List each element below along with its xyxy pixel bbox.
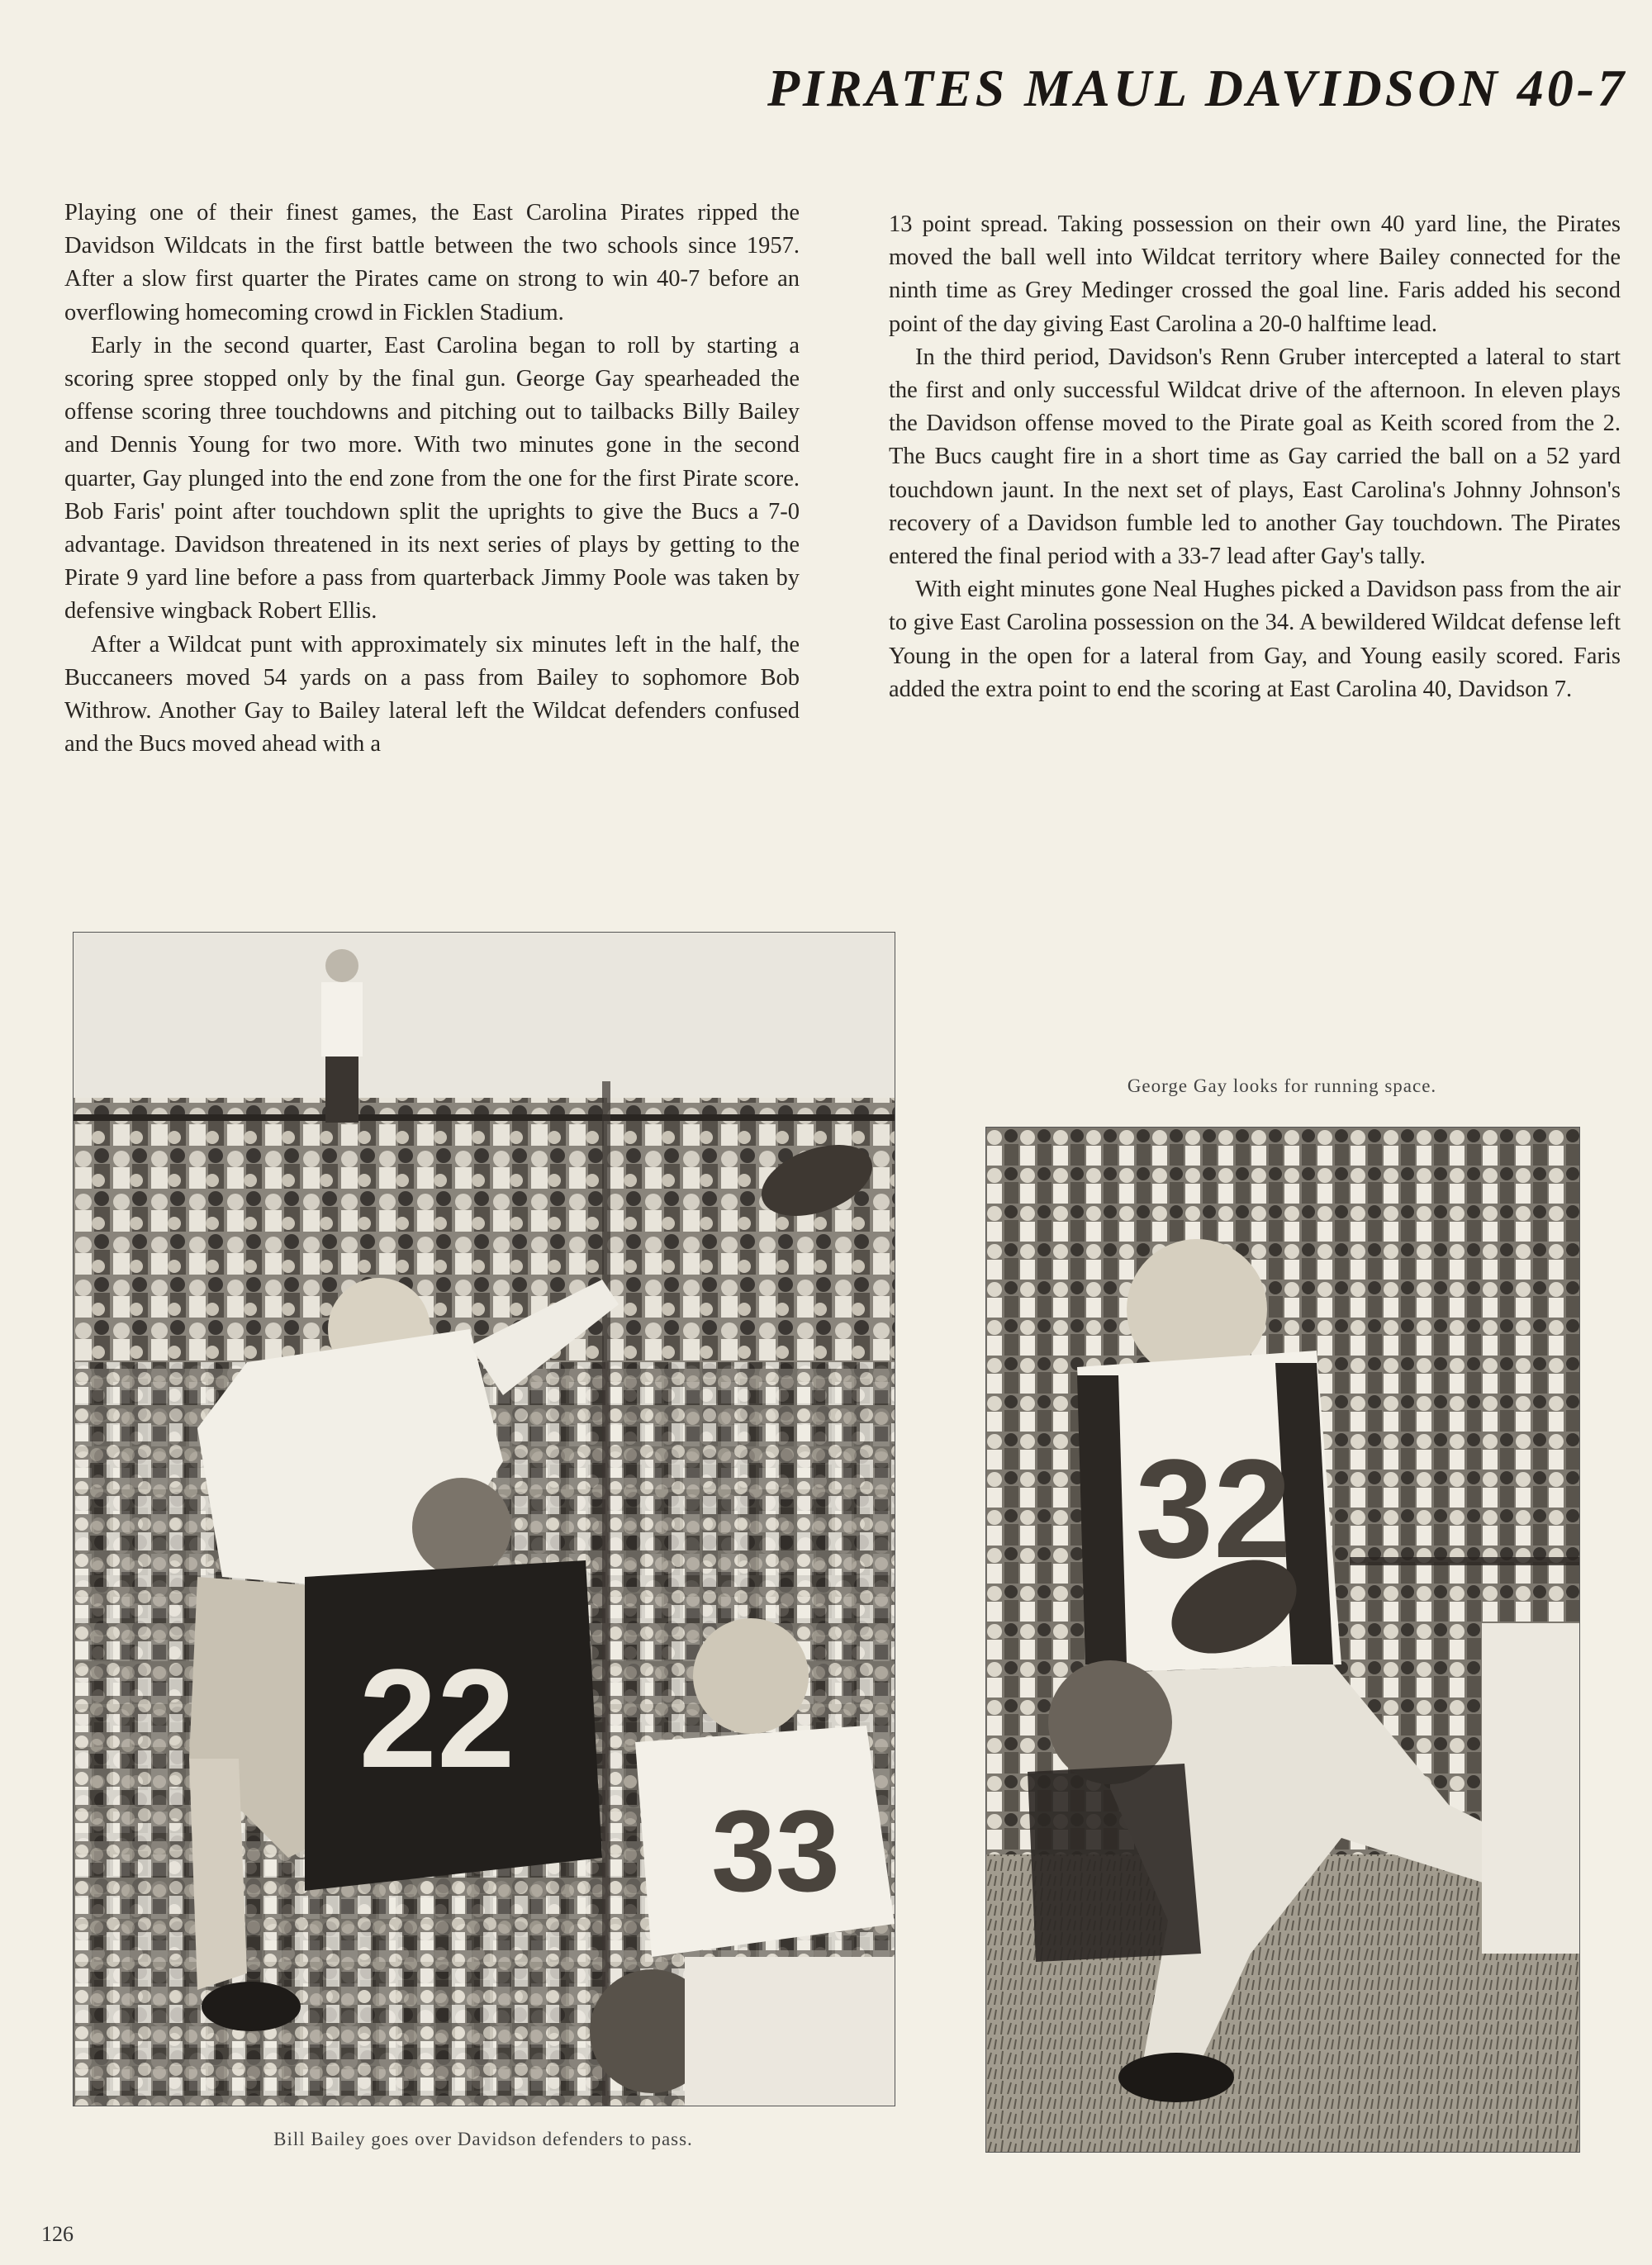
article-title: PIRATES MAUL DAVIDSON 40-7 (767, 59, 1627, 117)
photo-caption: Bill Bailey goes over Davidson defenders to pass. (273, 2129, 693, 2149)
jersey-number-22: 22 (358, 1641, 515, 1797)
football-run-photo (985, 1127, 1580, 2153)
photo-caption: George Gay looks for running space. (1127, 1076, 1437, 1096)
jersey-number-32: 32 (1135, 1431, 1292, 1588)
paragraph: In the third period, Davidson's Renn Gruber intercepted a lateral to start the first and only successful Wildcat drive of the afternoon. In eleven plays the Davidson offense moved to the Pirate goal as Keith scored from the 2. The Bucs caught fire in a short time as Gay carried the ball on a 52 yard touchdown jaunt. In the next set of plays, East Carolina's Johnny Johnson's recovery of a Davidson fumble led to another Gay touchdown. The Pirates entered the final period with a 33-7 lead after Gay's tally. (889, 344, 1621, 570)
paragraph: Playing one of their finest games, the East Carolina Pirates ripped the Davidson Wildcats in the first battle between the two schools since 1957. After a slow first quarter the Pirates came on strong to win 40-7 before an overflowing homecoming crowd in Ficklen Stadium. (64, 200, 800, 325)
paragraph: 13 point spread. Taking possession on their own 40 yard line, the Pirates moved the ball well into Wildcat territory where Bailey connected for the ninth time as Grey Medinger crossed the goal line. Faris added his second point of the day giving East Carolina a 20-0 halftime lead. (889, 211, 1621, 337)
article-left-column (64, 197, 800, 761)
paragraph: After a Wildcat punt with approximately six minutes left in the half, the Buccaneers moved 54 yards on a pass from Bailey to sophomore Bob Withrow. Another Gay to Bailey lateral left the Wildcat defenders confused and the Bucs moved ahead with a (64, 631, 800, 757)
page-number: 126 (41, 2222, 74, 2246)
paragraph: With eight minutes gone Neal Hughes picked a Davidson pass from the air to give East Carolina possession on the 34. A bewildered Wildcat defense left Young in the open for a lateral from Gay, and Young easily scored. Faris added the extra point to end the scoring at East Carolina 40, Davidson 7. (889, 577, 1621, 702)
football-pass-photo (73, 932, 895, 2106)
jersey-number-33: 33 (711, 1786, 840, 1916)
article-right-column (889, 208, 1621, 706)
paragraph: Early in the second quarter, East Carolina began to roll by starting a scoring spree stopped only by the final gun. George Gay spearheaded the offense scoring three touchdowns and pitching out to tailbacks Billy Bailey and Dennis Young for two more. With two minutes gone in the second quarter, Gay plunged into the end zone from the one for the first Pirate score. Bob Faris' point after touchdown split the uprights to give the Bucs a 7-0 advantage. Davidson threatened in its next series of plays by getting to the Pirate 9 yard line before a pass from quarterback Jimmy Poole was taken by defensive wingback Robert Ellis. (64, 332, 800, 624)
